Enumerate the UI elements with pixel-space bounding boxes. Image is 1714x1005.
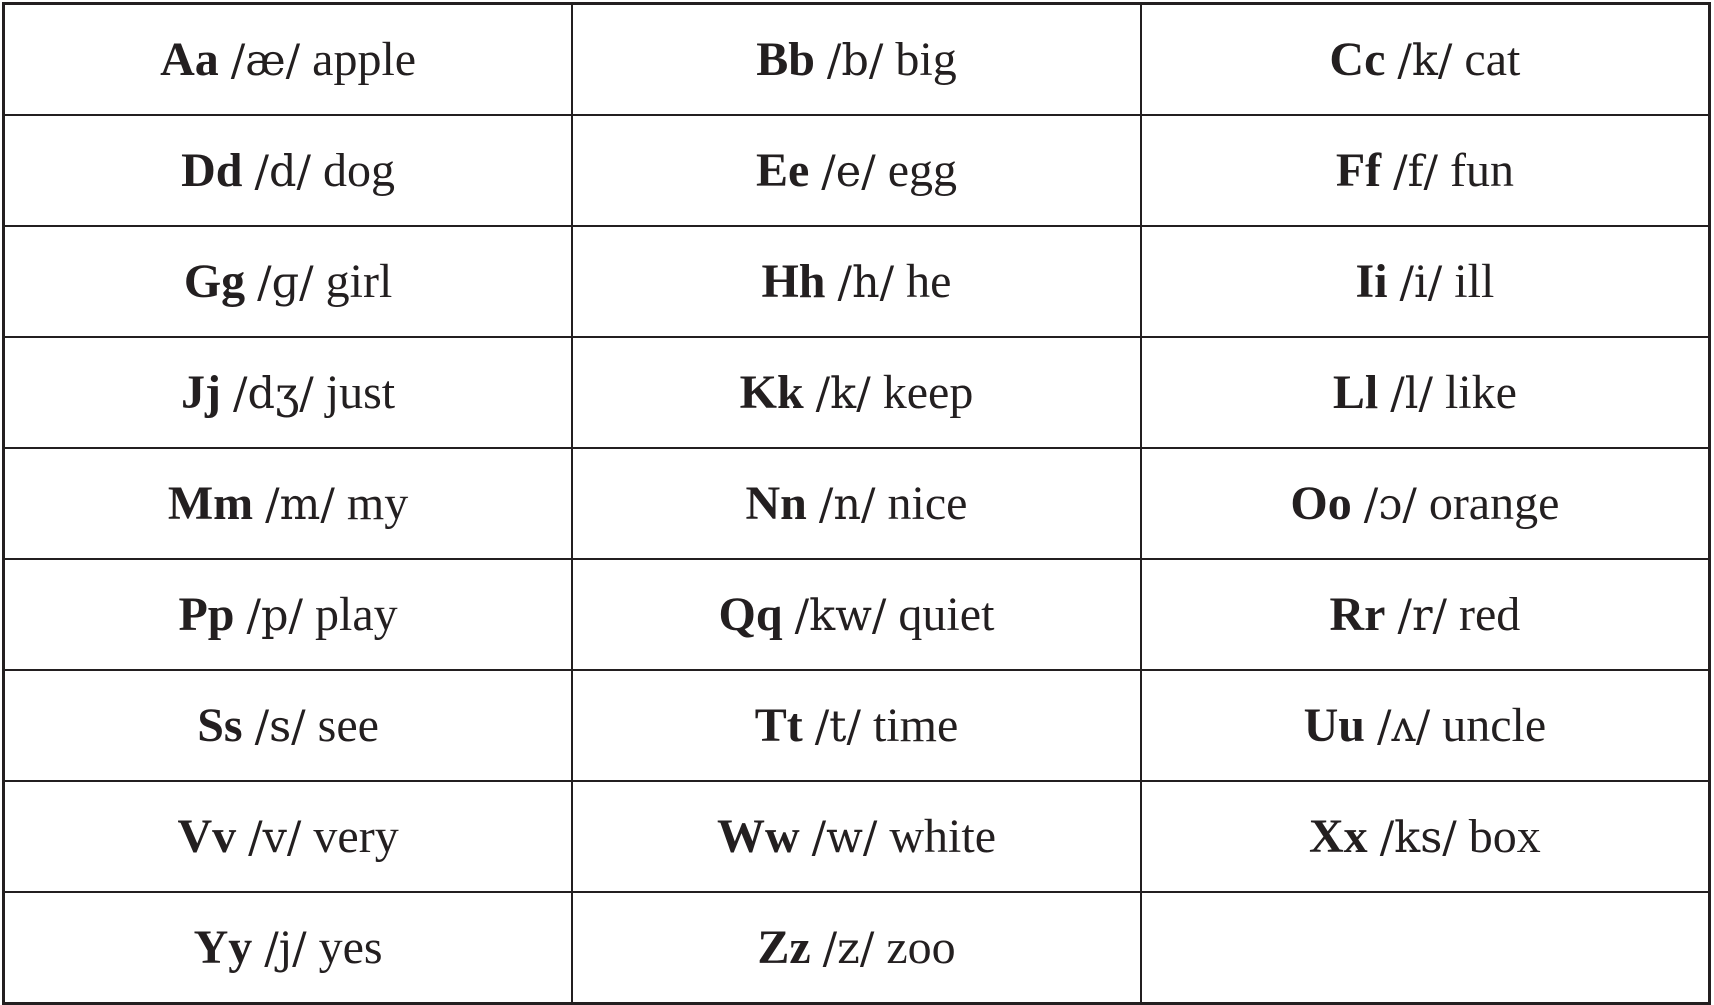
alphabet-cell: [1141, 4, 1710, 116]
alphabet-cell: [4, 448, 573, 559]
example-word: girl: [325, 255, 393, 308]
letter-pair: Cc: [1329, 33, 1386, 86]
phoneme: /l/: [1390, 369, 1433, 419]
example-word: play: [315, 588, 398, 641]
phoneme: /d/: [254, 147, 312, 197]
alphabet-cell: [1141, 226, 1710, 337]
example-word: apple: [312, 33, 417, 86]
phoneme: /b/: [826, 36, 884, 86]
example-word: ill: [1454, 255, 1495, 308]
letter-pair: Oo: [1290, 477, 1352, 530]
alphabet-cell: [4, 892, 573, 1004]
alphabet-cell: [572, 448, 1141, 559]
letter-pair: Ii: [1355, 255, 1388, 308]
phoneme: /kw/: [794, 591, 887, 641]
alphabet-cell: [4, 115, 573, 226]
letter-pair: Kk: [739, 366, 804, 419]
alphabet-cell: [4, 337, 573, 448]
letter-pair: Nn: [745, 477, 807, 530]
table-row: [4, 115, 1710, 226]
letter-pair: Zz: [757, 921, 811, 974]
phoneme: /k/: [815, 369, 871, 419]
phoneme: /r/: [1397, 591, 1447, 641]
example-word: nice: [887, 477, 968, 530]
table-row: [4, 4, 1710, 116]
phoneme: /i/: [1399, 258, 1443, 308]
table-row: [4, 226, 1710, 337]
phoneme: /s/: [254, 702, 306, 752]
table-row: [4, 670, 1710, 781]
phoneme: /z/: [822, 924, 875, 974]
letter-pair: Dd: [181, 144, 243, 197]
phoneme: /k/: [1397, 36, 1453, 86]
alphabet-cell: [572, 670, 1141, 781]
phoneme: /e/: [821, 147, 876, 197]
example-word: quiet: [898, 588, 995, 641]
example-word: dog: [323, 144, 396, 197]
alphabet-cell: [4, 670, 573, 781]
example-word: red: [1459, 588, 1521, 641]
table-row: [4, 892, 1710, 1004]
letter-pair: Yy: [193, 921, 253, 974]
letter-pair: Bb: [756, 33, 815, 86]
alphabet-cell: [572, 781, 1141, 892]
alphabet-cell: [1141, 448, 1710, 559]
phoneme: /n/: [818, 480, 876, 530]
letter-pair: Vv: [177, 810, 237, 863]
example-word: like: [1444, 366, 1517, 419]
phoneme: /t/: [814, 702, 861, 752]
letter-pair: Jj: [181, 366, 221, 419]
phoneme: /v/: [248, 813, 302, 863]
alphabet-table-body: [4, 4, 1710, 1004]
example-word: time: [872, 699, 959, 752]
phoneme: /h/: [837, 258, 895, 308]
example-word: cat: [1464, 33, 1521, 86]
letter-pair: Hh: [761, 255, 826, 308]
phoneme: /dʒ/: [233, 369, 314, 419]
alphabet-phonics-table: [2, 2, 1711, 1005]
table-row: [4, 337, 1710, 448]
example-word: yes: [318, 921, 383, 974]
example-word: my: [346, 477, 409, 530]
alphabet-cell: [4, 559, 573, 670]
alphabet-cell: [4, 4, 573, 116]
letter-pair: Qq: [718, 588, 783, 641]
phoneme: /ɡ/: [257, 258, 314, 308]
letter-pair: Ff: [1335, 144, 1382, 197]
alphabet-cell: [4, 781, 573, 892]
letter-pair: Tt: [754, 699, 803, 752]
letter-pair: Pp: [178, 588, 235, 641]
letter-pair: Ll: [1332, 366, 1379, 419]
example-word: white: [889, 810, 997, 863]
alphabet-cell: [572, 337, 1141, 448]
phoneme: /ɔ/: [1363, 480, 1417, 530]
alphabet-cell: [1141, 559, 1710, 670]
example-word: egg: [887, 144, 958, 197]
example-word: box: [1468, 810, 1541, 863]
table-row: [4, 781, 1710, 892]
example-word: orange: [1428, 477, 1560, 530]
alphabet-cell: [1141, 781, 1710, 892]
table-row: [4, 448, 1710, 559]
alphabet-cell: [572, 115, 1141, 226]
example-word: uncle: [1442, 699, 1547, 752]
phoneme: /j/: [264, 924, 307, 974]
example-word: big: [895, 33, 957, 86]
alphabet-cell: [572, 4, 1141, 116]
alphabet-cell: [1141, 337, 1710, 448]
letter-pair: Ww: [716, 810, 800, 863]
letter-pair: Ss: [197, 699, 243, 752]
phoneme: /æ/: [230, 36, 301, 86]
alphabet-cell: [572, 226, 1141, 337]
phoneme: /m/: [265, 480, 335, 530]
example-word: very: [313, 810, 399, 863]
alphabet-cell: [1141, 670, 1710, 781]
phoneme: /w/: [811, 813, 878, 863]
alphabet-cell: [4, 226, 573, 337]
alphabet-cell: [572, 892, 1141, 1004]
phoneme: /f/: [1393, 147, 1439, 197]
empty-cell: [1141, 892, 1710, 1004]
phoneme: /ʌ/: [1376, 702, 1431, 752]
phoneme: /p/: [246, 591, 304, 641]
example-word: keep: [882, 366, 974, 419]
letter-pair: Ee: [755, 144, 810, 197]
example-word: just: [325, 366, 396, 419]
alphabet-cell: [572, 559, 1141, 670]
example-word: zoo: [886, 921, 956, 974]
example-word: fun: [1450, 144, 1514, 197]
letter-pair: Uu: [1303, 699, 1365, 752]
phoneme: /ks/: [1379, 813, 1457, 863]
letter-pair: Mm: [167, 477, 254, 530]
example-word: he: [906, 255, 952, 308]
letter-pair: Rr: [1329, 588, 1386, 641]
example-word: see: [317, 699, 379, 752]
letter-pair: Aa: [160, 33, 219, 86]
letter-pair: Gg: [183, 255, 246, 308]
letter-pair: Xx: [1309, 810, 1368, 863]
alphabet-cell: [1141, 115, 1710, 226]
table-row: [4, 559, 1710, 670]
